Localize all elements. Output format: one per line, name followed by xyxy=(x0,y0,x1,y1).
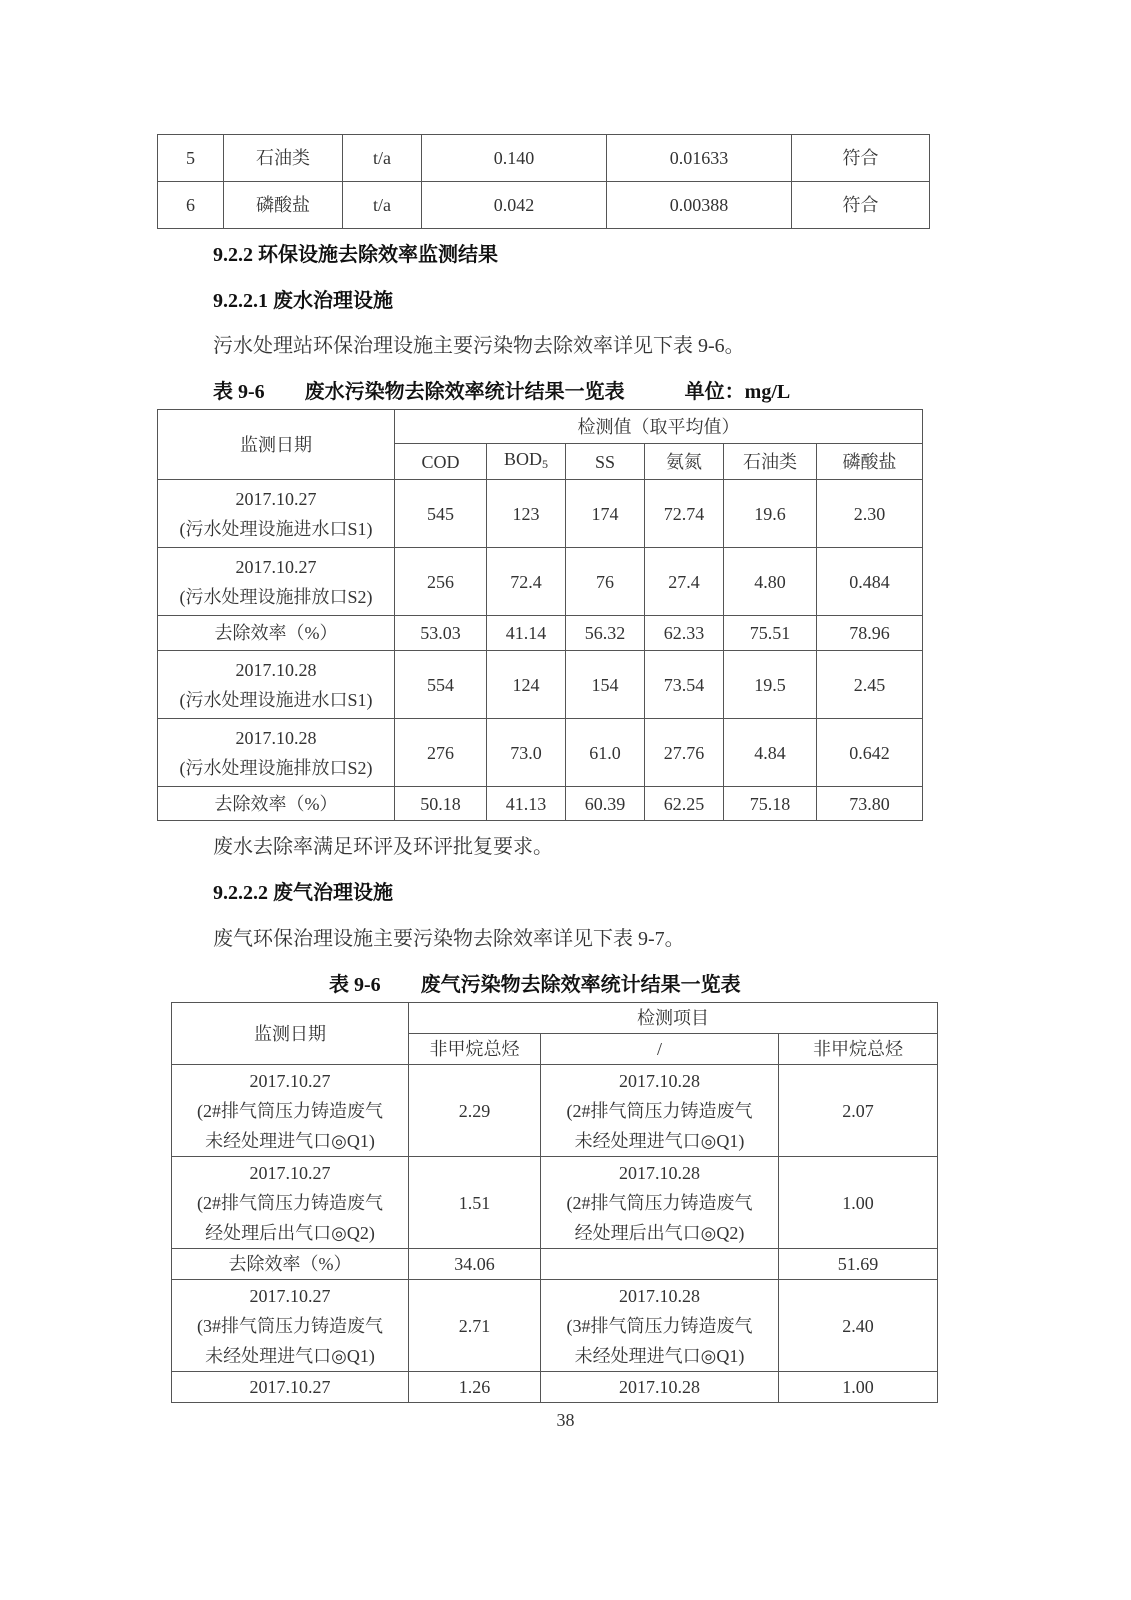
date-cell: 2017.10.28 (2#排气筒压力铸造废气 经处理后出气口◎Q2) xyxy=(541,1157,779,1249)
cell: 41.13 xyxy=(487,787,566,821)
cell: 276 xyxy=(395,719,487,787)
cell: 27.4 xyxy=(645,548,724,616)
col-ammonia: 氨氮 xyxy=(645,444,724,480)
date-cell: 2017.10.27 (污水处理设施进水口S1) xyxy=(158,480,395,548)
col-slash: / xyxy=(541,1034,779,1065)
row-label: 去除效率（%） xyxy=(172,1249,409,1280)
value-1: 0.042 xyxy=(422,182,607,229)
cell: 123 xyxy=(487,480,566,548)
table-row xyxy=(158,616,923,651)
cell: 256 xyxy=(395,548,487,616)
cell: 73.80 xyxy=(817,787,923,821)
paragraph: 废水去除率满足环评及环评批复要求。 xyxy=(213,836,553,858)
pollutant: 石油类 xyxy=(224,135,343,182)
col-cod: COD xyxy=(395,444,487,480)
date-cell: 2017.10.28 xyxy=(541,1372,779,1403)
cell: 75.51 xyxy=(724,616,817,651)
row-label: 去除效率（%） xyxy=(158,616,395,651)
cell: 554 xyxy=(395,651,487,719)
date-cell: 2017.10.27 (2#排气筒压力铸造废气 未经处理进气口◎Q1) xyxy=(172,1065,409,1157)
emission-table-continued xyxy=(157,134,930,229)
cell: 72.74 xyxy=(645,480,724,548)
value-2: 0.00388 xyxy=(607,182,792,229)
paragraph: 废气环保治理设施主要污染物去除效率详见下表 9-7。 xyxy=(213,928,685,950)
cell: 73.0 xyxy=(487,719,566,787)
pollutant: 磷酸盐 xyxy=(224,182,343,229)
cell: 34.06 xyxy=(409,1249,541,1280)
col-petroleum: 石油类 xyxy=(724,444,817,480)
table-row xyxy=(172,1372,938,1403)
cell: 62.25 xyxy=(645,787,724,821)
table-caption xyxy=(329,968,741,997)
bod-subscript: 5 xyxy=(542,457,548,471)
cell: 19.6 xyxy=(724,480,817,548)
cell: 154 xyxy=(566,651,645,719)
cell: 2.30 xyxy=(817,480,923,548)
value-2: 0.01633 xyxy=(607,135,792,182)
cell: 62.33 xyxy=(645,616,724,651)
row-label: 去除效率（%） xyxy=(158,787,395,821)
row-number: 5 xyxy=(158,135,224,182)
cell: 174 xyxy=(566,480,645,548)
cell: 60.39 xyxy=(566,787,645,821)
wastewater-removal-table xyxy=(157,409,923,821)
cell: 2.29 xyxy=(409,1065,541,1157)
col-phosphate: 磷酸盐 xyxy=(817,444,923,480)
group-header: 检测值（取平均值） xyxy=(395,410,923,444)
cell: 2.07 xyxy=(779,1065,938,1157)
cell: 545 xyxy=(395,480,487,548)
unit: t/a xyxy=(343,182,422,229)
cell: 0.642 xyxy=(817,719,923,787)
cell: 4.84 xyxy=(724,719,817,787)
cell: 78.96 xyxy=(817,616,923,651)
value-1: 0.140 xyxy=(422,135,607,182)
cell: 1.00 xyxy=(779,1372,938,1403)
cell: 124 xyxy=(487,651,566,719)
cell: 50.18 xyxy=(395,787,487,821)
date-cell: 2017.10.28 (污水处理设施排放口S2) xyxy=(158,719,395,787)
col-nmhc-2: 非甲烷总烃 xyxy=(779,1034,938,1065)
table-row xyxy=(158,182,930,229)
compliance: 符合 xyxy=(792,182,930,229)
date-cell: 2017.10.27 xyxy=(172,1372,409,1403)
page-number: 38 xyxy=(556,1410,575,1430)
date-cell: 2017.10.27 (污水处理设施排放口S2) xyxy=(158,548,395,616)
cell: 73.54 xyxy=(645,651,724,719)
col-ss: SS xyxy=(566,444,645,480)
col-bod5 xyxy=(487,444,566,480)
table-row xyxy=(158,719,923,787)
date-cell: 2017.10.28 (3#排气筒压力铸造废气 未经处理进气口◎Q1) xyxy=(541,1280,779,1372)
cell: 1.51 xyxy=(409,1157,541,1249)
caption-title: 废水污染物去除效率统计结果一览表 xyxy=(304,381,625,403)
date-cell: 2017.10.27 (2#排气筒压力铸造废气 经处理后出气口◎Q2) xyxy=(172,1157,409,1249)
cell: 1.00 xyxy=(779,1157,938,1249)
cell: 72.4 xyxy=(487,548,566,616)
date-cell: 2017.10.27 (3#排气筒压力铸造废气 未经处理进气口◎Q1) xyxy=(172,1280,409,1372)
col-nmhc: 非甲烷总烃 xyxy=(409,1034,541,1065)
unit: t/a xyxy=(343,135,422,182)
cell: 75.18 xyxy=(724,787,817,821)
paragraph: 污水处理站环保治理设施主要污染物去除效率详见下表 9-6。 xyxy=(213,335,745,357)
row-number: 6 xyxy=(158,182,224,229)
cell: 41.14 xyxy=(487,616,566,651)
table-row xyxy=(158,651,923,719)
cell: 0.484 xyxy=(817,548,923,616)
caption-label: 表 9-6 xyxy=(329,974,381,996)
date-cell: 2017.10.28 (2#排气筒压力铸造废气 未经处理进气口◎Q1) xyxy=(541,1065,779,1157)
table-caption xyxy=(213,375,790,404)
bod-label: BOD xyxy=(503,449,542,469)
table-row xyxy=(172,1249,938,1280)
cell: 2.71 xyxy=(409,1280,541,1372)
date-cell: 2017.10.28 (污水处理设施进水口S1) xyxy=(158,651,395,719)
table-row xyxy=(158,548,923,616)
section-heading: 9.2.2 环保设施去除效率监测结果 xyxy=(213,244,498,266)
cell: 51.69 xyxy=(779,1249,938,1280)
subsection-heading: 9.2.2.2 废气治理设施 xyxy=(213,882,393,904)
cell xyxy=(541,1249,779,1280)
cell: 56.32 xyxy=(566,616,645,651)
cell: 53.03 xyxy=(395,616,487,651)
table-row xyxy=(158,135,930,182)
cell: 19.5 xyxy=(724,651,817,719)
caption-label: 表 9-6 xyxy=(213,381,265,403)
table-row xyxy=(158,480,923,548)
caption-unit: 单位：mg/L xyxy=(684,381,791,403)
group-header: 检测项目 xyxy=(409,1003,938,1034)
subsection-heading: 9.2.2.1 废水治理设施 xyxy=(213,290,393,312)
table-row xyxy=(172,1280,938,1372)
table-row xyxy=(172,1157,938,1249)
cell: 2.40 xyxy=(779,1280,938,1372)
caption-title: 废气污染物去除效率统计结果一览表 xyxy=(420,974,741,996)
table-row xyxy=(172,1065,938,1157)
cell: 76 xyxy=(566,548,645,616)
table-row xyxy=(158,787,923,821)
cell: 27.76 xyxy=(645,719,724,787)
date-header: 监测日期 xyxy=(172,1003,409,1065)
cell: 2.45 xyxy=(817,651,923,719)
date-header: 监测日期 xyxy=(158,410,395,480)
cell: 1.26 xyxy=(409,1372,541,1403)
exhaust-gas-removal-table xyxy=(171,1002,938,1403)
compliance: 符合 xyxy=(792,135,930,182)
cell: 61.0 xyxy=(566,719,645,787)
cell: 4.80 xyxy=(724,548,817,616)
